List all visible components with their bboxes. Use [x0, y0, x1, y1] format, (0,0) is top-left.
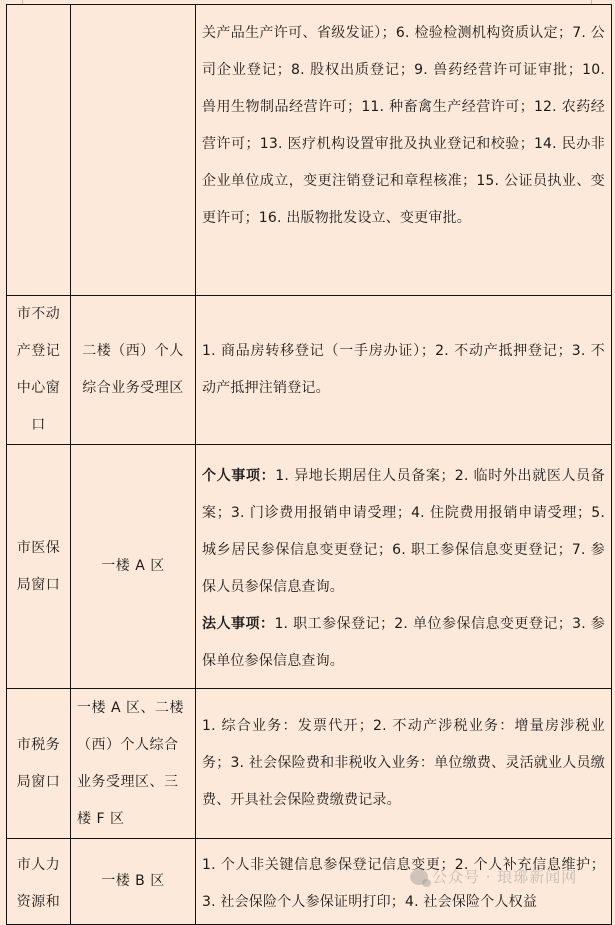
- personal-matters: [202, 458, 605, 606]
- legal-matters-text: 1. 职工参保登记；2. 单位参保信息变更登记；3. 参保单位参保信息查询。: [202, 615, 605, 669]
- items-cell: 1. 商品房转移登记（一手房办证）；2. 不动产抵押登记；3. 不动产抵押注销登记。: [196, 296, 612, 445]
- personal-matters-text: 1. 异地长期居住人员备案；2. 临时外出就医人员备案；3. 门诊费用报销申请受理；4. 住院费用报销申请受理；5. 城乡居民参保信息变更登记；6. 职工参保信息变更登记；7. 参保人员参保信息查询。: [202, 467, 605, 595]
- table-row: [7, 296, 612, 445]
- legal-matters: [202, 606, 605, 680]
- personal-matters-label: 个人事项：: [202, 467, 276, 484]
- items-cell: 1. 个人非关键信息参保登记信息变更；2. 个人补充信息维护；3. 社会保险个人参保证明打印；4. 社会保险个人权益: [196, 839, 612, 925]
- location-cell: 一楼 B 区: [71, 839, 196, 925]
- table-row: [7, 445, 612, 689]
- items-cell: 1. 综合业务：发票代开；2. 不动产涉税业务：增量房涉税业务；3. 社会保险费和非税收入业务：单位缴费、灵活就业人员缴费、开具社会保险费缴费记录。: [196, 689, 612, 839]
- location-cell: 一楼 A 区: [71, 445, 196, 689]
- service-window-table: [6, 4, 612, 925]
- department-cell: 市医保局窗口: [7, 445, 71, 689]
- location-cell: 一楼 A 区、二楼（西）个人综合业务受理区、三楼 F 区: [71, 689, 196, 839]
- watermark-text: 公众号 · 琅琊新闻网: [432, 868, 578, 886]
- department-cell: 市不动产登记中心窗口: [7, 296, 71, 445]
- location-cell: 二楼（西）个人综合业务受理区: [71, 296, 196, 445]
- legal-matters-label: 法人事项：: [202, 615, 275, 632]
- table-row: [7, 5, 612, 296]
- items-cell: [196, 445, 612, 689]
- department-cell: 市人力资源和: [7, 839, 71, 925]
- location-cell: [71, 5, 196, 296]
- department-cell: 市税务局窗口: [7, 689, 71, 839]
- department-cell: [7, 5, 71, 296]
- table-row: [7, 689, 612, 839]
- table-row: [7, 839, 612, 925]
- items-cell: 关产品生产许可、省级发证）；6. 检验检测机构资质认定；7. 公司企业登记；8. 股权出质登记；9. 兽药经营许可证审批；10. 兽用生物制品经营许可；11. 种畜禽生产经营许可；12. 农药经营许可；13. 医疗机构设置审批及执业登记和校验；14. 民办非企业单位成立，变更注销登记和章程核准；15. 公证员执业、变更许可；16. 出版物批发设立、变更审批。: [196, 5, 612, 296]
